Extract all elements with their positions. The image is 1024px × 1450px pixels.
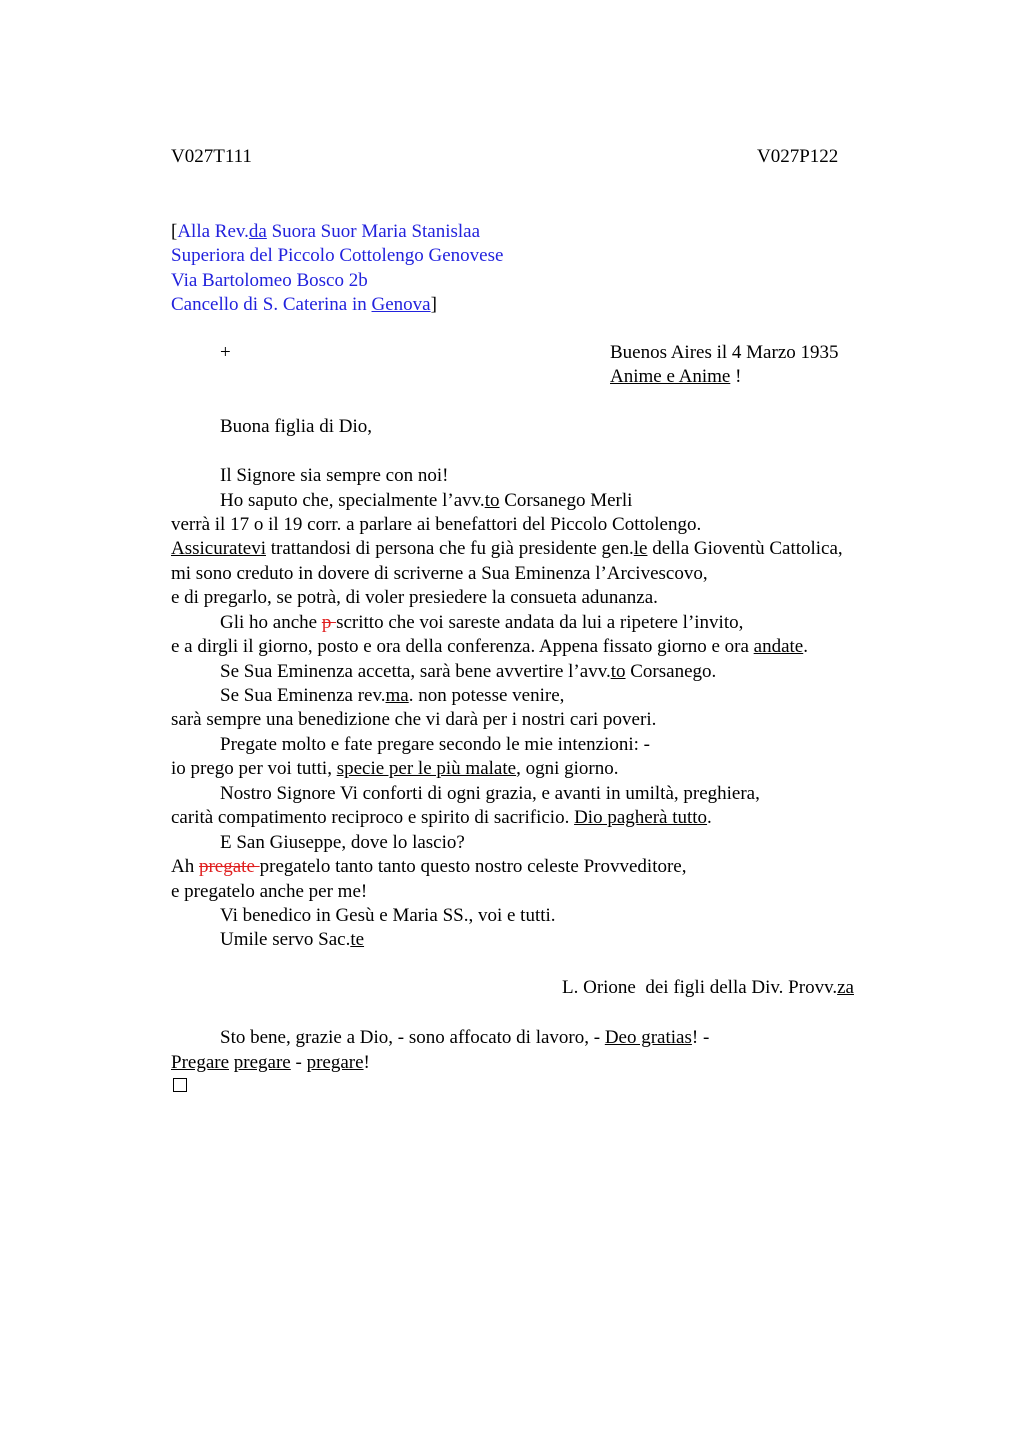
text-segment: Ho saputo che, specialmente l’avv. <box>220 490 485 511</box>
body-line-5: mi sono creduto in dovere di scriverne a Sua Eminenza l’Arcivescovo, <box>171 563 708 584</box>
text-segment: della Gioventù Cattolica, <box>647 538 843 559</box>
body-line-11: sarà sempre una benedizione che vi darà per i nostri cari poveri. <box>171 709 657 730</box>
text-segment: Alla Rev. <box>177 221 249 242</box>
text-segment: Se Sua Eminenza rev. <box>220 685 386 706</box>
text-segment: ma <box>385 685 409 706</box>
body-line-1: Il Signore sia sempre con noi! <box>220 465 449 486</box>
text-segment: ! <box>730 366 742 387</box>
text-segment: scritto che voi sareste andata da lui a ripetere l’invito, <box>336 612 744 633</box>
postscript-line-1 <box>220 1026 709 1050</box>
text-segment: trattandosi di persona che fu già presidente gen. <box>265 538 634 559</box>
text-segment: pregare <box>233 1052 291 1073</box>
address-line-3: Via Bartolomeo Bosco 2b <box>171 270 368 291</box>
document-code-right: V027P122 <box>757 146 839 167</box>
cross-mark: + <box>220 342 231 363</box>
text-segment: andate <box>753 636 804 657</box>
text-segment: io prego per voi tutti, <box>171 758 337 779</box>
address-line-1: [Alla Rev.da Suora Suor Maria Stanislaa <box>171 221 481 242</box>
text-segment: Sto bene, grazie a Dio, - sono affocato di lavoro, - <box>220 1027 605 1048</box>
text-segment: to <box>610 661 626 682</box>
text-segment: Corsanego Merli <box>499 490 633 511</box>
body-line-15 <box>171 806 712 830</box>
text-segment: da <box>248 221 267 242</box>
text-segment: Se Sua Eminenza accetta, sarà bene avvertire l’avv. <box>220 661 611 682</box>
text-segment: Gli ho anche <box>220 612 322 633</box>
body-line-2 <box>220 489 632 513</box>
text-segment: Umile servo Sac. <box>220 929 351 950</box>
address-line-4: Cancello di S. Caterina in Genova] <box>171 294 437 315</box>
postscript-line-2 <box>171 1051 370 1075</box>
body-line-3: verrà il 17 o il 19 corr. a parlare ai benefattori del Piccolo Cottolengo. <box>171 514 702 535</box>
text-segment: ! <box>363 1052 370 1073</box>
text-segment: - <box>290 1052 307 1073</box>
body-line-19: Vi benedico in Gesù e Maria SS., voi e tutti. <box>220 905 556 926</box>
text-segment: Deo gratias <box>604 1027 692 1048</box>
text-segment: za <box>837 977 854 998</box>
text-segment: carità compatimento reciproco e spirito di sacrificio. <box>171 807 575 828</box>
deleted-text: pregate <box>198 856 260 877</box>
salutation: Buona figlia di Dio, <box>220 416 372 437</box>
text-segment: Anime e Anime <box>610 366 731 387</box>
text-segment: , ogni giorno. <box>516 758 619 779</box>
text-segment: pregare <box>306 1052 364 1073</box>
body-line-8 <box>171 635 808 659</box>
deleted-text: p <box>321 612 337 633</box>
text-segment: Pregare <box>171 1052 230 1073</box>
text-segment: Genova <box>371 294 431 315</box>
place-date: Buenos Aires il 4 Marzo 1935 <box>610 342 839 363</box>
text-segment: te <box>350 929 365 950</box>
text-segment: Ah <box>171 856 199 877</box>
body-line-17 <box>171 855 687 879</box>
body-line-6: e di pregarlo, se potrà, di voler presiedere la consueta adunanza. <box>171 587 658 608</box>
text-segment: Dio pagherà tutto <box>574 807 708 828</box>
body-line-16: E San Giuseppe, dove lo lascio? <box>220 832 465 853</box>
motto <box>610 366 741 388</box>
text-segment: Suora Suor Maria Stanislaa <box>266 221 481 242</box>
body-line-12: Pregate molto e fate pregare secondo le mie intenzioni: - <box>220 734 650 755</box>
text-segment: . <box>803 636 808 657</box>
text-segment: L. Orione dei figli della Div. Provv. <box>562 977 838 998</box>
text-segment: . non potesse venire, <box>408 685 565 706</box>
text-segment: Assicuratevi <box>171 538 266 559</box>
body-line-10 <box>220 684 564 708</box>
end-square-icon <box>173 1078 187 1092</box>
text-segment: to <box>484 490 500 511</box>
body-line-14: Nostro Signore Vi conforti di ogni grazia, e avanti in umiltà, preghiera, <box>220 783 760 804</box>
body-line-20 <box>220 928 364 952</box>
document-code-left: V027T111 <box>171 146 252 167</box>
text-segment: . <box>707 807 712 828</box>
body-line-4 <box>171 537 843 561</box>
body-line-9 <box>220 660 716 684</box>
text-segment: specie per le più malate <box>336 758 517 779</box>
signature <box>562 977 854 999</box>
text-segment: e a dirgli il giorno, posto e ora della conferenza. Appena fissato giorno e ora <box>171 636 754 657</box>
text-segment: Corsanego. <box>625 661 717 682</box>
text-segment: Cancello di S. Caterina in <box>171 294 372 315</box>
text-segment: le <box>633 538 648 559</box>
address-line-2: Superiora del Piccolo Cottolengo Genovese <box>171 245 504 266</box>
text-segment: pregatelo tanto tanto questo nostro celeste Provveditore, <box>259 856 687 877</box>
body-line-7 <box>220 611 743 635</box>
body-line-13 <box>171 757 618 781</box>
text-segment: ! - <box>691 1027 710 1048</box>
body-line-18: e pregatelo anche per me! <box>171 881 368 902</box>
